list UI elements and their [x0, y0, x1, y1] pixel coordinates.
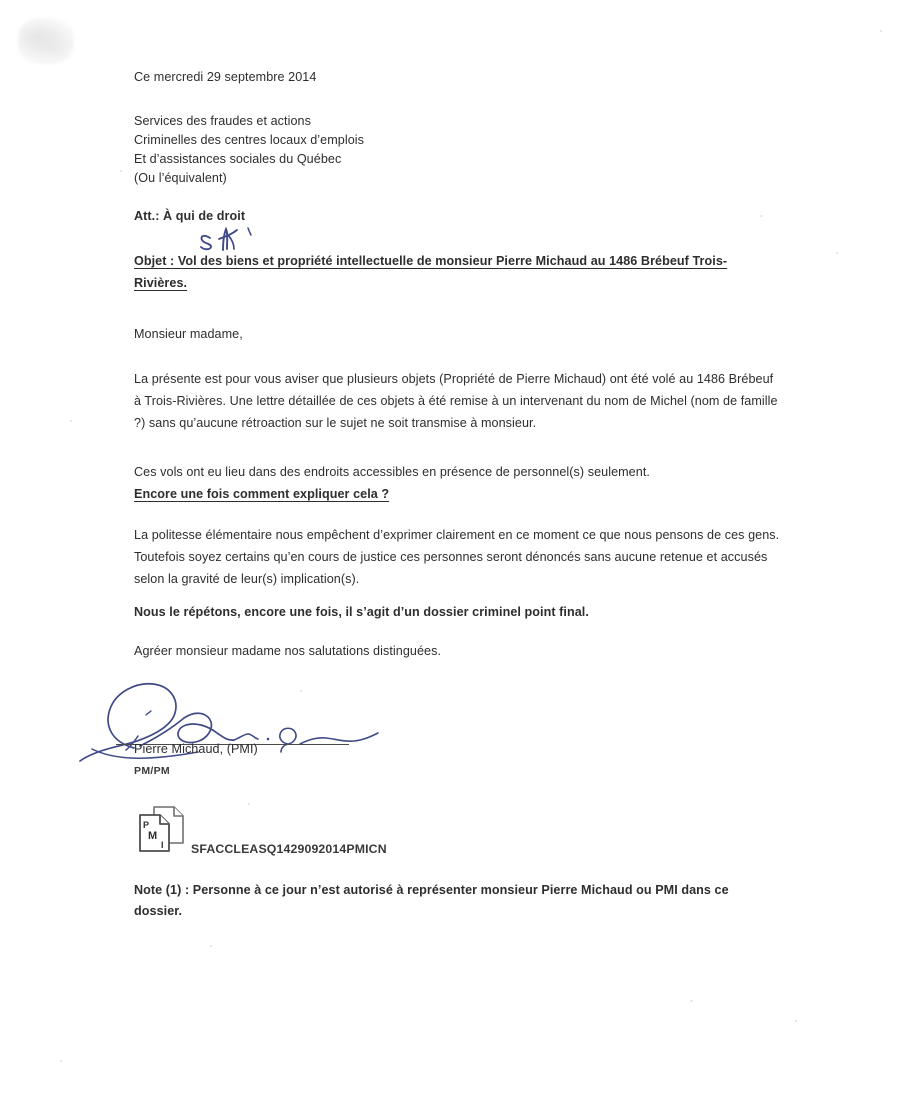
scan-speck [248, 803, 250, 805]
date-line: Ce mercredi 29 septembre 2014 [134, 70, 317, 84]
scan-speck [210, 945, 212, 947]
body-paragraph-2: Ces vols ont eu lieu dans des endroits accessibles en présence de personnel(s) seulement. [134, 465, 650, 479]
scan-speck [690, 1000, 693, 1002]
scan-speck [880, 30, 882, 32]
attention-line: Att.: À qui de droit [134, 209, 246, 223]
typist-initials: PM/PM [134, 765, 170, 777]
pmi-logo-icon [134, 803, 190, 859]
recipient-line-1: Services des fraudes et actions [134, 114, 311, 128]
recipient-line-3: Et d’assistances sociales du Québec [134, 152, 342, 166]
scan-speck [70, 420, 72, 422]
reference-code: SFACCLEASQ1429092014PMICN [191, 842, 387, 856]
svg-text:I: I [161, 840, 164, 850]
body-paragraph-3: La politesse élémentaire nous empêchent d’exprimer clairement en ce moment ce que nous pensons de ces gens. Toutefois soyez certains qu’en cours de justice ces personnes seront dénoncés sans aucune retenue et accusés selon la gravité de leur(s) implication(s). [134, 528, 783, 586]
body-paragraph-2-emphasis: Encore une fois comment expliquer cela ? [134, 487, 390, 501]
scan-speck [795, 1020, 797, 1022]
scan-speck [120, 170, 122, 172]
subject-line: Objet : Vol des biens et propriété intellectuelle de monsieur Pierre Michaud au 1486 Brébeuf Trois-Rivières. [134, 254, 728, 290]
body-paragraph-1: La présente est pour vous aviser que plusieurs objets (Propriété de Pierre Michaud) ont été volé au 1486 Brébeuf à Trois-Rivières. Une lettre détaillée de ces objets à été remise à un intervenant du nom de Michel (nom de famille ?) sans qu’aucune rétroaction sur le sujet ne soit transmise à monsieur. [134, 372, 782, 430]
closing-line: Agréer monsieur madame nos salutations distinguées. [134, 644, 442, 658]
signature-name: Pierre Michaud, (PMI) [134, 742, 258, 756]
svg-text:M: M [148, 830, 158, 842]
scan-speck [60, 1060, 62, 1062]
footnote-note-1: Note (1) : Personne à ce jour n’est autorisé à représenter monsieur Pierre Michaud ou PMI dans ce dossier. [134, 883, 733, 918]
salutation: Monsieur madame, [134, 327, 243, 341]
recipient-line-4: (Ou l’équivalent) [134, 171, 227, 185]
svg-text:P: P [143, 820, 150, 830]
recipient-line-2: Criminelles des centres locaux d’emplois [134, 133, 365, 147]
scan-smudge-artifact [18, 18, 74, 64]
scan-speck [836, 252, 838, 254]
body-paragraph-4: Nous le répétons, encore une fois, il s’agit d’un dossier criminel point final. [134, 605, 589, 619]
